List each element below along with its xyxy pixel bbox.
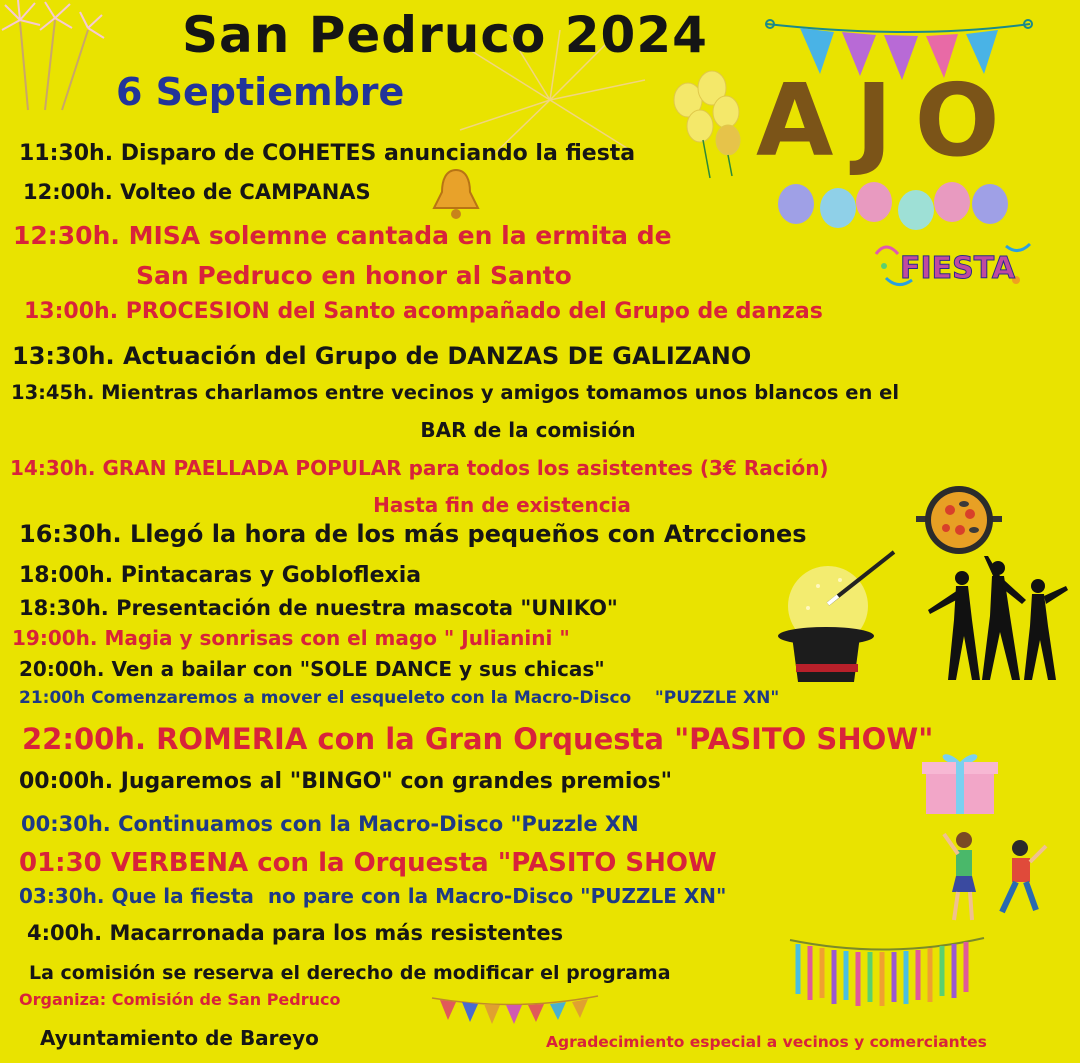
balloons-yellow-icon [668,60,748,180]
program-line-3: 12:30h. MISA solemne cantada en la ermita de [13,221,672,250]
program-line-19: 00:30h. Continuamos con la Macro-Disco "Puzzle XN [21,812,639,836]
program-line-16: 21:00h Comenzaremos a mover el esqueleto con la Macro-Disco "PUZZLE XN" [19,688,780,708]
program-line-9: 14:30h. GRAN PAELLADA POPULAR para todos los asistentes (3€ Ración) [10,456,829,480]
program-line-14: 19:00h. Magia y sonrisas con el mago " Julianini " [12,626,570,650]
magic-hat-icon [768,546,908,686]
bunting-small-icon [430,990,600,1036]
program-line-22: 4:00h. Macarronada para los más resistentes [27,921,564,945]
program-line-7: 13:45h. Mientras charlamos entre vecinos y amigos tomamos unos blancos en el [11,381,900,404]
fiesta-badge-icon [866,234,1036,294]
paella-pan-icon [916,478,1002,564]
program-line-17: 22:00h. ROMERIA con la Gran Orquesta "PASITO SHOW" [22,722,934,756]
program-line-5: 13:00h. PROCESION del Santo acompañado del Grupo de danzas [24,299,823,324]
tassel-garland-icon [788,934,988,1014]
gift-icon [920,748,1000,818]
organizer-text: Organiza: Comisión de San Pedruco [19,990,341,1009]
fiesta-word: FIESTA [900,251,1016,286]
program-line-6: 13:30h. Actuación del Grupo de DANZAS DE GALIZANO [12,342,752,370]
program-line-20: 01:30 VERBENA con la Orquesta "PASITO SHOW [19,848,717,878]
balloons-colored-icon [776,180,1016,240]
program-line-15: 20:00h. Ven a bailar con "SOLE DANCE y sus chicas" [19,657,605,681]
thanks-text: Agradecimiento especial a vecinos y comerciantes [546,1033,987,1051]
dancers-silhouette-icon [926,556,1070,686]
program-line-8: BAR de la comisión [420,418,636,442]
page-title: San Pedruco 2024 [182,6,708,64]
program-line-21: 03:30h. Que la fiesta no pare con la Macro-Disco "PUZZLE XN" [19,884,727,908]
program-line-18: 00:00h. Jugaremos al "BINGO" con grandes premios" [19,769,673,794]
program-line-12: 18:00h. Pintacaras y Gobloflexia [19,563,422,588]
bell-icon [428,166,484,222]
program-line-2: 12:00h. Volteo de CAMPANAS [23,180,371,204]
program-line-13: 18:30h. Presentación de nuestra mascota "UNIKO" [19,596,618,620]
program-line-11: 16:30h. Llegó la hora de los más pequeños con Atrcciones [19,520,807,548]
sponsor-ayuntamiento: Ayuntamiento de Bareyo [40,1026,319,1050]
program-line-1: 11:30h. Disparo de COHETES anunciando la fiesta [19,141,636,166]
disclaimer-text: La comisión se reserva el derecho de modificar el programa [29,962,671,984]
dancing-kids-icon [940,826,1050,926]
program-line-4: San Pedruco en honor al Santo [136,261,572,290]
event-date: 6 Septiembre [116,70,405,114]
program-line-10: Hasta fin de existencia [373,493,631,517]
fireworks-icon [0,0,120,120]
town-name: AJO [756,62,1022,179]
